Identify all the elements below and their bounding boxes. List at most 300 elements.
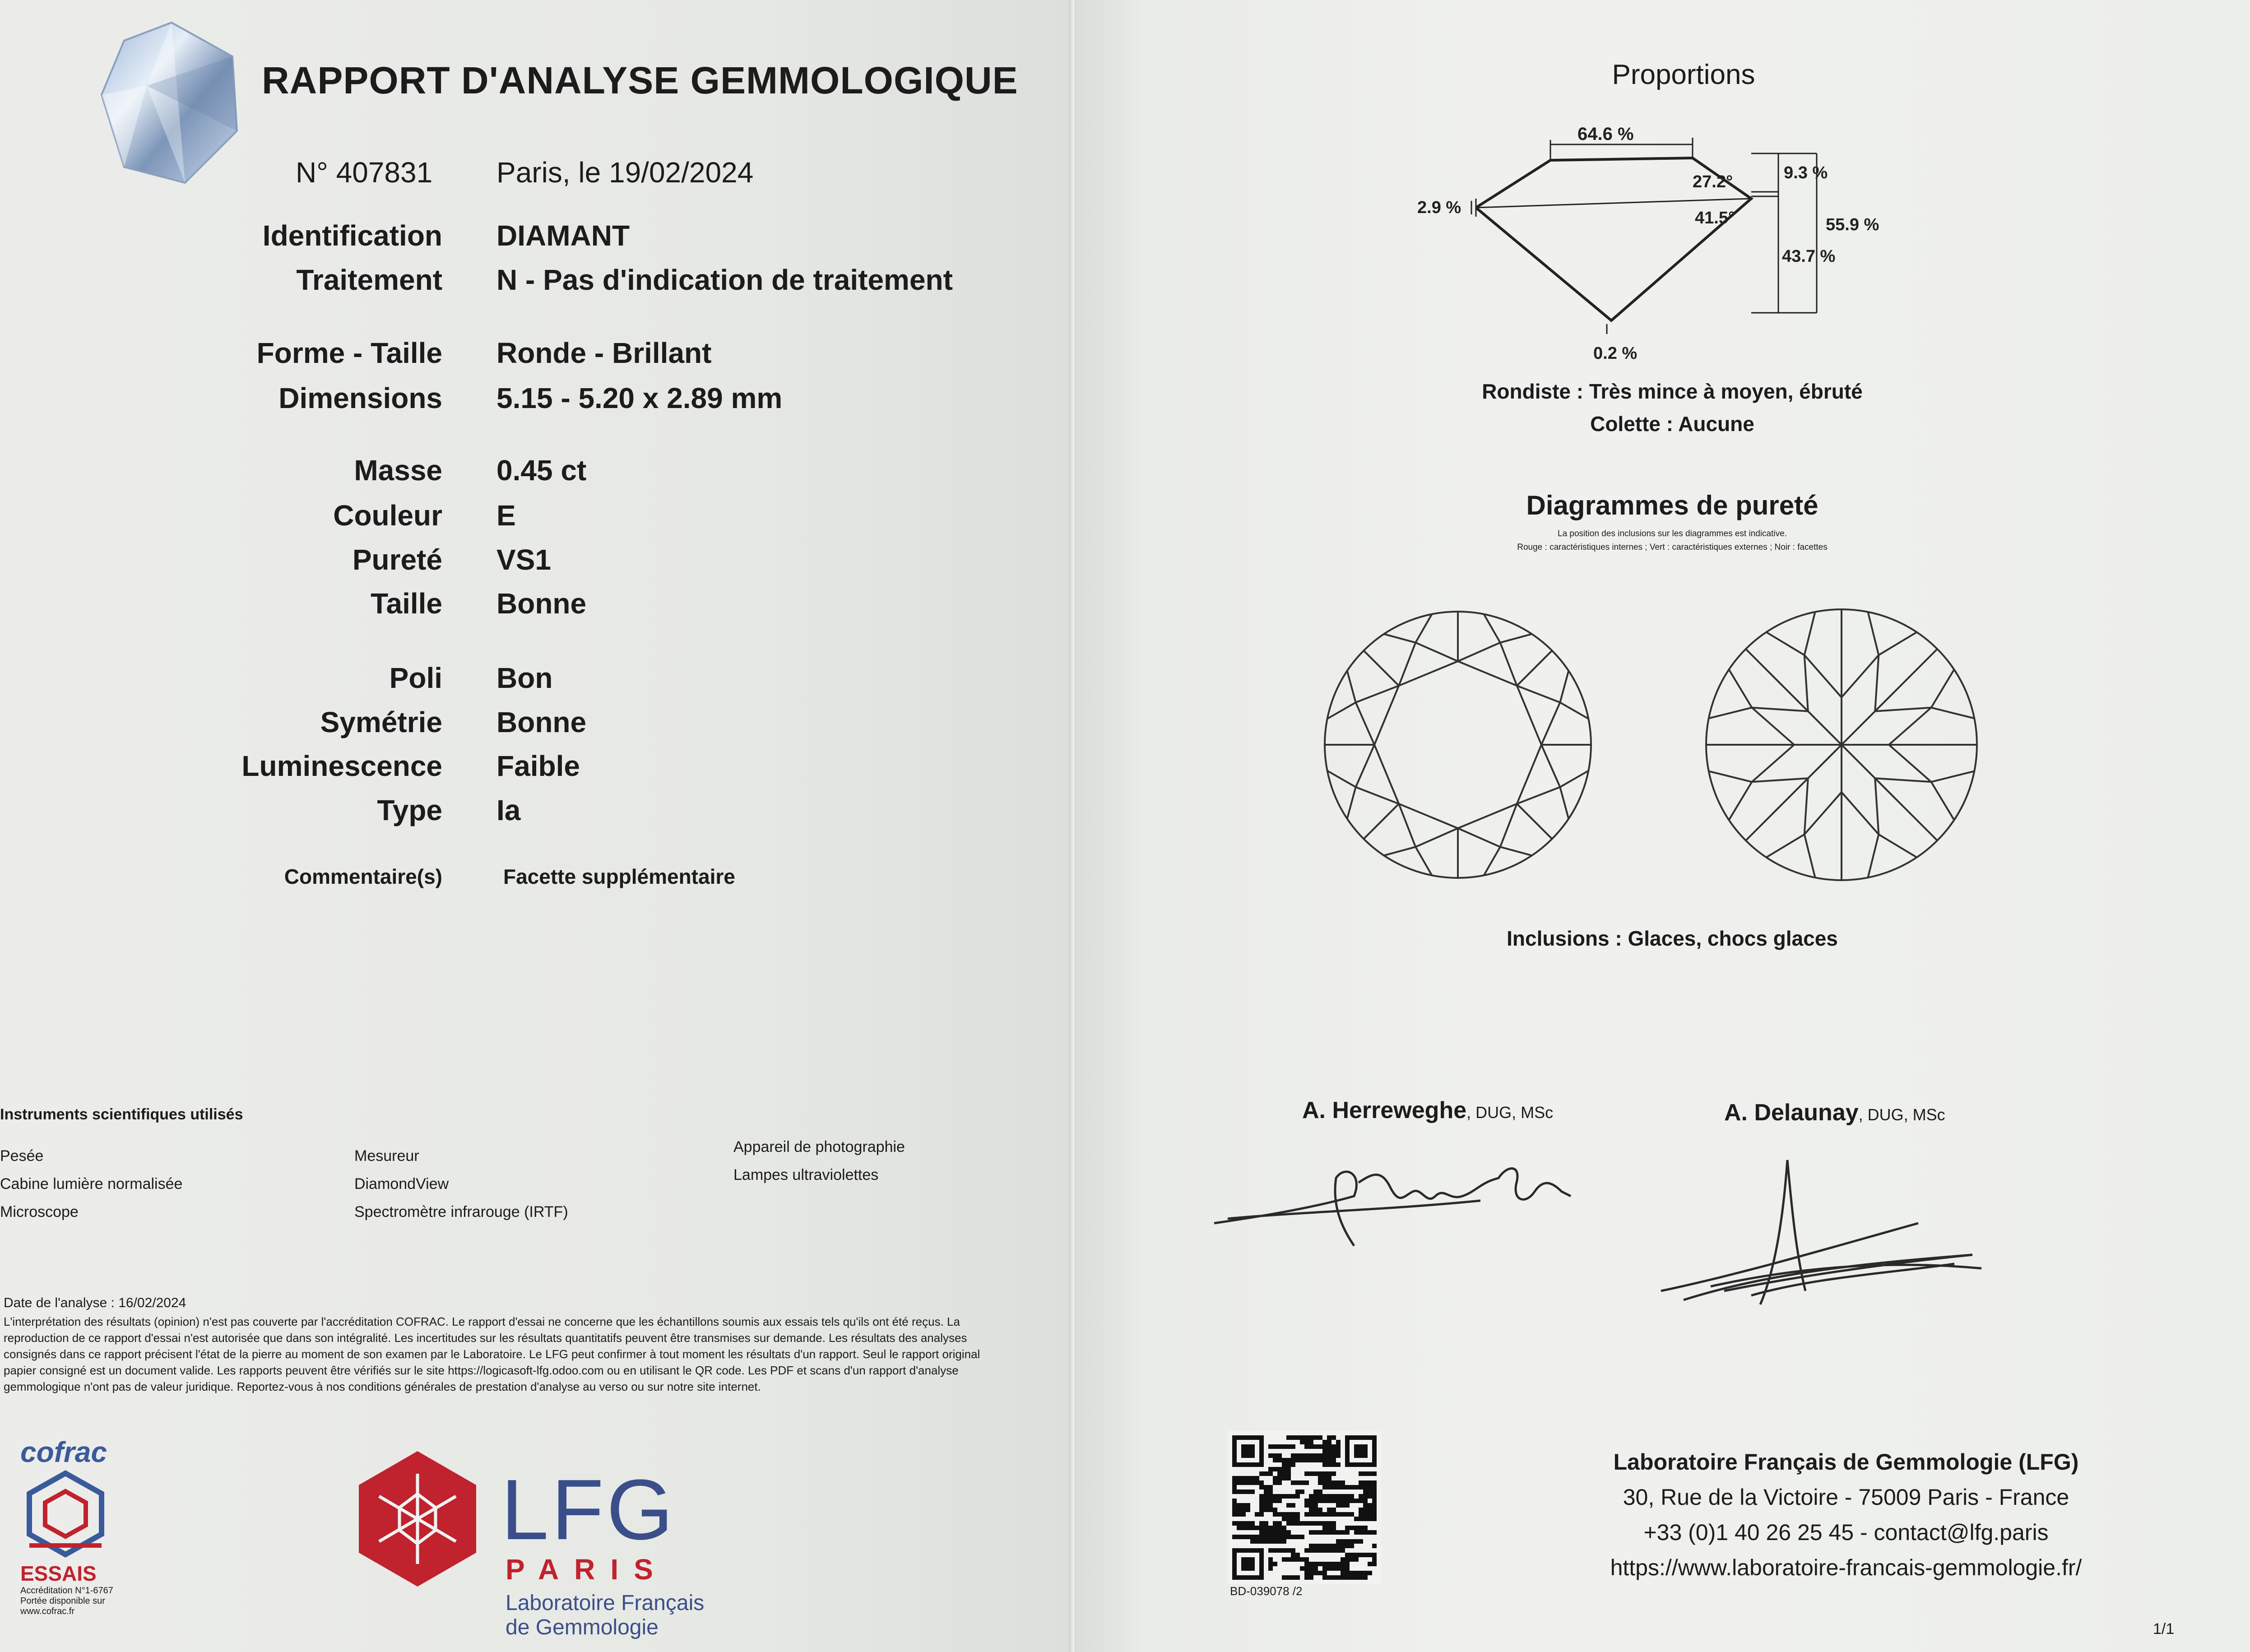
- qr-module: [1363, 1512, 1368, 1517]
- disclaimer: [4, 1295, 1060, 1395]
- report-place-date: Paris, le 19/02/2024: [496, 156, 754, 189]
- qr-module: [1327, 1526, 1331, 1530]
- qr-module: [1327, 1512, 1331, 1517]
- qr-module: [1246, 1490, 1250, 1494]
- qr-module: [1246, 1535, 1250, 1539]
- qr-module: [1264, 1508, 1268, 1512]
- qr-module: [1309, 1548, 1313, 1553]
- qr-module: [1259, 1521, 1264, 1526]
- qr-module: [1273, 1548, 1277, 1553]
- lower-girdle-edge: [1709, 708, 1752, 719]
- qr-module: [1246, 1521, 1250, 1526]
- qr-module: [1273, 1476, 1277, 1480]
- qr-module: [1359, 1571, 1363, 1575]
- qr-module: [1295, 1480, 1300, 1485]
- signatory-title: , DUG, MSc: [1858, 1105, 1945, 1124]
- qr-module: [1341, 1571, 1345, 1575]
- label-forme-taille: Forme - Taille: [256, 337, 442, 369]
- qr-module: [1237, 1512, 1241, 1517]
- pavilion-main-edge: [1746, 649, 1842, 745]
- qr-module: [1300, 1480, 1304, 1485]
- qr-module: [1350, 1512, 1354, 1517]
- qr-module: [1232, 1499, 1237, 1503]
- qr-module: [1300, 1566, 1304, 1571]
- qr-module: [1345, 1575, 1350, 1580]
- qr-module: [1350, 1499, 1354, 1503]
- qr-module: [1295, 1512, 1300, 1517]
- qr-module: [1241, 1503, 1246, 1508]
- proportion-pavilion-angle: 41.5°: [1695, 209, 1735, 227]
- proportion-total-depth: 55.9 %: [1826, 215, 1879, 234]
- qr-module: [1304, 1480, 1309, 1485]
- qr-module: [1359, 1508, 1363, 1512]
- qr-module: [1368, 1508, 1372, 1512]
- qr-module: [1286, 1557, 1291, 1562]
- star-facet-edge: [1541, 702, 1560, 745]
- signatory-name: A. Herreweghe: [1302, 1097, 1467, 1123]
- qr-module: [1363, 1485, 1368, 1490]
- qr-module: [1268, 1508, 1273, 1512]
- qr-module: [1313, 1499, 1318, 1503]
- qr-module: [1368, 1471, 1372, 1476]
- qr-module: [1345, 1485, 1350, 1490]
- qr-module: [1313, 1453, 1318, 1458]
- qr-module: [1246, 1476, 1250, 1480]
- qr-module: [1250, 1526, 1255, 1530]
- qr-module: [1232, 1535, 1237, 1539]
- lfg-subtitle-line: Laboratoire Français: [506, 1591, 705, 1615]
- qr-finder: [1232, 1575, 1264, 1580]
- star-facet-edge: [1356, 702, 1374, 745]
- qr-module: [1336, 1503, 1341, 1508]
- qr-module: [1268, 1485, 1273, 1490]
- value-couleur: E: [496, 499, 516, 532]
- lower-girdle-edge: [1868, 835, 1879, 878]
- qr-module: [1327, 1485, 1331, 1490]
- qr-finder: [1259, 1548, 1264, 1580]
- qr-module: [1350, 1571, 1354, 1575]
- qr-module: [1359, 1517, 1363, 1521]
- qr-module: [1313, 1530, 1318, 1535]
- qr-finder: [1232, 1462, 1264, 1467]
- qr-module: [1345, 1557, 1350, 1562]
- qr-module: [1354, 1485, 1359, 1490]
- cofrac-logo: [20, 1435, 129, 1617]
- qr-module: [1268, 1494, 1273, 1499]
- qr-module: [1322, 1458, 1327, 1462]
- qr-module: [1250, 1521, 1255, 1526]
- star-facet-edge: [1356, 745, 1374, 787]
- qr-module: [1264, 1521, 1268, 1526]
- star-facet-edge: [1458, 828, 1500, 847]
- qr-module: [1273, 1480, 1277, 1485]
- qr-module: [1327, 1544, 1331, 1548]
- label-type: Type: [377, 794, 442, 826]
- qr-module: [1336, 1485, 1341, 1490]
- lab-website[interactable]: https://www.laboratoire-francais-gemmologie.fr/: [1610, 1555, 2082, 1580]
- qr-module: [1282, 1512, 1286, 1517]
- qr-module: [1241, 1476, 1246, 1480]
- upper-girdle-edge: [1560, 671, 1568, 702]
- qr-module: [1309, 1512, 1313, 1517]
- qr-module: [1291, 1435, 1295, 1440]
- value-purete: VS1: [496, 543, 551, 576]
- qr-module: [1327, 1435, 1331, 1440]
- qr-module: [1273, 1512, 1277, 1517]
- qr-module: [1232, 1512, 1237, 1517]
- qr-module: [1345, 1530, 1350, 1535]
- qr-module: [1282, 1458, 1286, 1462]
- qr-module: [1327, 1453, 1331, 1458]
- qr-module: [1304, 1521, 1309, 1526]
- qr-module: [1277, 1512, 1282, 1517]
- disclaimer-line: papier consigné est un document valide. Les rapports peuvent être vérifiés sur le site https://logicasoft-lfg.odoo.com ou en utilisant le QR code. Les PDF et scans d'un rapport d'analyse: [4, 1364, 959, 1377]
- lower-girdle-edge: [1875, 708, 1931, 711]
- qr-module: [1273, 1539, 1277, 1544]
- qr-module: [1318, 1435, 1322, 1440]
- qr-module: [1291, 1548, 1295, 1553]
- qr-module: [1322, 1462, 1327, 1467]
- qr-module: [1264, 1471, 1268, 1476]
- qr-module: [1264, 1535, 1268, 1539]
- qr-module: [1286, 1517, 1291, 1521]
- value-poli: Bon: [496, 662, 553, 694]
- qr-module: [1286, 1535, 1291, 1539]
- qr-finder: [1241, 1557, 1255, 1571]
- qr-module: [1282, 1494, 1286, 1499]
- qr-module: [1304, 1503, 1309, 1508]
- qr-module: [1345, 1544, 1350, 1548]
- instrument-item: DiamondView: [354, 1175, 449, 1193]
- qr-module: [1286, 1521, 1291, 1526]
- qr-module: [1273, 1494, 1277, 1499]
- qr-module: [1359, 1480, 1363, 1485]
- qr-module: [1250, 1480, 1255, 1485]
- qr-module: [1273, 1499, 1277, 1503]
- qr-module: [1277, 1530, 1282, 1535]
- qr-module: [1318, 1444, 1322, 1449]
- qr-module: [1273, 1526, 1277, 1530]
- qr-module: [1345, 1526, 1350, 1530]
- qr-module: [1322, 1571, 1327, 1575]
- qr-module: [1368, 1503, 1372, 1508]
- qr-module: [1331, 1499, 1336, 1503]
- value-masse: 0.45 ct: [496, 454, 587, 487]
- qr-module: [1327, 1521, 1331, 1526]
- qr-module: [1327, 1562, 1331, 1566]
- pavilion-main-edge: [1842, 649, 1937, 745]
- instrument-item: Lampes ultraviolettes: [733, 1166, 879, 1183]
- qr-module: [1354, 1499, 1359, 1503]
- upper-girdle-edge: [1384, 847, 1415, 855]
- qr-module: [1246, 1526, 1250, 1530]
- qr-finder: [1232, 1435, 1237, 1467]
- qr-module: [1300, 1458, 1304, 1462]
- qr-module: [1259, 1503, 1264, 1508]
- qr-module: [1268, 1499, 1273, 1503]
- qr-module: [1273, 1530, 1277, 1535]
- qr-module: [1345, 1571, 1350, 1575]
- value-symetrie: Bonne: [496, 706, 587, 738]
- qr-module: [1259, 1539, 1264, 1544]
- qr-module: [1363, 1480, 1368, 1485]
- qr-module: [1372, 1508, 1377, 1512]
- qr-module: [1322, 1544, 1327, 1548]
- qr-module: [1277, 1494, 1282, 1499]
- qr-module: [1318, 1476, 1322, 1480]
- qr-module: [1322, 1485, 1327, 1490]
- label-poli: Poli: [389, 662, 442, 694]
- qr-module: [1345, 1512, 1350, 1517]
- qr-module: [1273, 1521, 1277, 1526]
- qr-finder: [1345, 1435, 1350, 1467]
- qr-module: [1255, 1526, 1259, 1530]
- cofrac-site: www.cofrac.fr: [20, 1606, 75, 1616]
- qr-module: [1246, 1508, 1250, 1512]
- qr-module: [1318, 1480, 1322, 1485]
- qr-module: [1304, 1512, 1309, 1517]
- qr-module: [1295, 1435, 1300, 1440]
- qr-module: [1259, 1512, 1264, 1517]
- qr-module: [1372, 1480, 1377, 1485]
- upper-girdle-edge: [1384, 634, 1415, 643]
- qr-module: [1295, 1490, 1300, 1494]
- qr-module: [1313, 1444, 1318, 1449]
- qr-module: [1259, 1508, 1264, 1512]
- qr-module: [1309, 1530, 1313, 1535]
- qr-module: [1327, 1566, 1331, 1571]
- qr-module: [1368, 1530, 1372, 1535]
- qr-module: [1318, 1571, 1322, 1575]
- qr-module: [1322, 1575, 1327, 1580]
- lower-girdle-edge: [1842, 792, 1879, 835]
- qr-module: [1295, 1458, 1300, 1462]
- lower-girdle-edge: [1931, 782, 1954, 820]
- qr-module: [1372, 1553, 1377, 1557]
- lower-girdle-edge: [1752, 708, 1794, 745]
- qr-module: [1241, 1526, 1246, 1530]
- qr-module: [1313, 1490, 1318, 1494]
- qr-module: [1304, 1571, 1309, 1575]
- label-symetrie: Symétrie: [320, 706, 442, 738]
- qr-module: [1322, 1566, 1327, 1571]
- qr-module: [1273, 1453, 1277, 1458]
- qr-module: [1309, 1562, 1313, 1566]
- qr-module: [1291, 1462, 1295, 1467]
- qr-module: [1331, 1458, 1336, 1462]
- page-number: 1/1: [2153, 1620, 2175, 1638]
- qr-module: [1345, 1553, 1350, 1557]
- qr-module: [1327, 1548, 1331, 1553]
- qr-module: [1313, 1435, 1318, 1440]
- qr-module: [1282, 1471, 1286, 1476]
- qr-module: [1341, 1562, 1345, 1566]
- qr-module: [1313, 1571, 1318, 1575]
- qr-module: [1331, 1521, 1336, 1526]
- qr-module: [1237, 1503, 1241, 1508]
- proportion-pavilion-depth: 43.7 %: [1782, 247, 1836, 266]
- qr-module: [1277, 1539, 1282, 1544]
- qr-module: [1282, 1535, 1286, 1539]
- lfg-city: PARIS: [506, 1553, 668, 1586]
- qr-module: [1313, 1503, 1318, 1508]
- qr-module: [1237, 1521, 1241, 1526]
- proportion-crown-height: 9.3 %: [1784, 163, 1828, 182]
- qr-module: [1277, 1480, 1282, 1485]
- qr-module: [1259, 1530, 1264, 1535]
- qr-module: [1331, 1530, 1336, 1535]
- qr-module: [1241, 1508, 1246, 1512]
- lower-girdle-edge: [1868, 612, 1879, 655]
- qr-module: [1309, 1435, 1313, 1440]
- qr-module: [1313, 1562, 1318, 1566]
- star-facet-edge: [1415, 643, 1458, 661]
- qr-module: [1372, 1544, 1377, 1548]
- pavilion-main-edge: [1842, 745, 1937, 840]
- qr-module: [1359, 1530, 1363, 1535]
- qr-module: [1232, 1490, 1237, 1494]
- qr-module: [1318, 1494, 1322, 1499]
- qr-code[interactable]: [1228, 1431, 1381, 1584]
- qr-module: [1291, 1535, 1295, 1539]
- instruments-col3: [733, 1133, 905, 1189]
- qr-module: [1318, 1458, 1322, 1462]
- qr-module: [1268, 1530, 1273, 1535]
- qr-module: [1331, 1494, 1336, 1499]
- lfg-crystal-icon: [357, 1449, 478, 1589]
- qr-module: [1368, 1571, 1372, 1575]
- kite-facet-edge: [1364, 650, 1399, 686]
- right-page: [1074, 0, 2250, 1652]
- lower-girdle-edge: [1805, 835, 1815, 878]
- qr-module: [1291, 1575, 1295, 1580]
- qr-module: [1336, 1480, 1341, 1485]
- qr-module: [1368, 1517, 1372, 1521]
- qr-module: [1322, 1562, 1327, 1566]
- qr-module: [1313, 1566, 1318, 1571]
- qr-module: [1318, 1512, 1322, 1517]
- purity-heading: Diagrammes de pureté: [1526, 490, 1819, 520]
- instrument-item: Appareil de photographie: [733, 1138, 905, 1155]
- qr-module: [1291, 1494, 1295, 1499]
- qr-module: [1372, 1471, 1377, 1476]
- qr-module: [1300, 1440, 1304, 1444]
- instruments-col1: [0, 1142, 182, 1226]
- instrument-item: Pesée: [0, 1147, 44, 1165]
- qr-module: [1237, 1508, 1241, 1512]
- lower-girdle-edge: [1889, 745, 1931, 782]
- lower-girdle-edge: [1766, 835, 1804, 858]
- qr-module: [1359, 1575, 1363, 1580]
- qr-module: [1368, 1553, 1372, 1557]
- qr-module: [1304, 1575, 1309, 1580]
- qr-finder: [1354, 1444, 1368, 1458]
- kite-facet-edge: [1517, 650, 1552, 686]
- qr-module: [1295, 1453, 1300, 1458]
- qr-module: [1354, 1557, 1359, 1562]
- qr-module: [1286, 1444, 1291, 1449]
- qr-module: [1322, 1449, 1327, 1453]
- hologram-icon: [97, 18, 246, 190]
- qr-module: [1259, 1499, 1264, 1503]
- qr-module: [1331, 1508, 1336, 1512]
- qr-finder: [1232, 1548, 1264, 1553]
- qr-module: [1282, 1462, 1286, 1467]
- qr-module: [1363, 1508, 1368, 1512]
- label-commentaires: Commentaire(s): [284, 865, 442, 888]
- qr-module: [1341, 1548, 1345, 1553]
- qr-module: [1350, 1494, 1354, 1499]
- lower-girdle-edge: [1875, 655, 1879, 711]
- qr-module: [1291, 1517, 1295, 1521]
- qr-module: [1268, 1503, 1273, 1508]
- instrument-item: Microscope: [0, 1203, 79, 1220]
- qr-module: [1372, 1494, 1377, 1499]
- lower-girdle-edge: [1875, 778, 1931, 782]
- qr-module: [1350, 1485, 1354, 1490]
- qr-module: [1336, 1566, 1341, 1571]
- qr-module: [1304, 1566, 1309, 1571]
- qr-module: [1327, 1458, 1331, 1462]
- lower-girdle-edge: [1766, 632, 1804, 655]
- disclaimer-line: reproduction de ce rapport d'essai n'est autorisée que dans son intégralité. Les incertitudes sur les résultats quantitatifs peuvent être transmises sur demande. Les résultats des analyses: [4, 1331, 967, 1345]
- qr-module: [1322, 1521, 1327, 1526]
- qr-module: [1286, 1458, 1291, 1462]
- proportion-culet: 0.2 %: [1593, 344, 1638, 363]
- qr-module: [1295, 1521, 1300, 1526]
- purity-legend: Rouge : caractéristiques internes ; Vert : caractéristiques externes ; Noir : facettes: [1517, 543, 1828, 552]
- qr-module: [1259, 1485, 1264, 1490]
- qr-module: [1313, 1548, 1318, 1553]
- lfg-subtitle: [506, 1591, 704, 1640]
- qr-module: [1232, 1521, 1237, 1526]
- qr-module: [1341, 1530, 1345, 1535]
- qr-module: [1322, 1444, 1327, 1449]
- lower-girdle-edge: [1931, 708, 1975, 719]
- qr-module: [1286, 1530, 1291, 1535]
- qr-module: [1345, 1562, 1350, 1566]
- value-commentaires: Facette supplémentaire: [503, 865, 735, 888]
- value-dimensions: 5.15 - 5.20 x 2.89 mm: [496, 382, 783, 414]
- qr-module: [1237, 1535, 1241, 1539]
- qr-module: [1304, 1453, 1309, 1458]
- qr-module: [1368, 1480, 1372, 1485]
- proportions-heading: Proportions: [1612, 59, 1755, 90]
- qr-module: [1304, 1440, 1309, 1444]
- instrument-item: Mesureur: [354, 1147, 419, 1165]
- qr-module: [1264, 1485, 1268, 1490]
- qr-module: [1363, 1517, 1368, 1521]
- lab-address: 30, Rue de la Victoire - 75009 Paris - France: [1623, 1485, 2069, 1510]
- qr-module: [1313, 1512, 1318, 1517]
- inclusions-text: Inclusions : Glaces, chocs glaces: [1507, 927, 1838, 950]
- qr-module: [1273, 1508, 1277, 1512]
- qr-module: [1268, 1566, 1273, 1571]
- left-page: [0, 0, 1074, 1652]
- qr-module: [1304, 1557, 1309, 1562]
- qr-module: [1372, 1485, 1377, 1490]
- qr-module: [1246, 1480, 1250, 1485]
- qr-finder: [1345, 1462, 1377, 1467]
- qr-module: [1291, 1503, 1295, 1508]
- qr-module: [1268, 1444, 1273, 1449]
- lower-girdle-edge: [1752, 708, 1808, 711]
- pavilion-main-edge: [1746, 745, 1842, 840]
- qr-module: [1354, 1571, 1359, 1575]
- qr-module: [1309, 1508, 1313, 1512]
- crown-diagram: [1318, 605, 1598, 885]
- qr-module: [1282, 1557, 1286, 1562]
